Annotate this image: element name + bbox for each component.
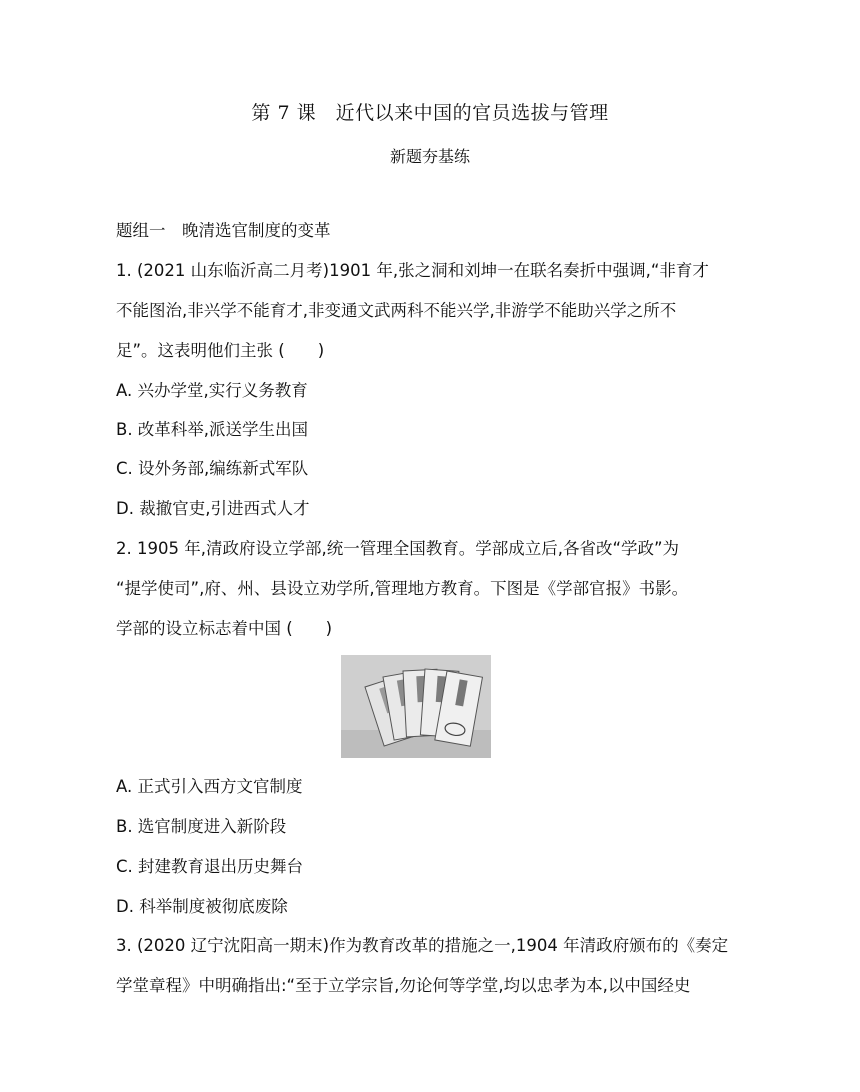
book-covers-illustration	[341, 655, 491, 758]
question-2-line-3: 学部的设立标志着中国 ( )	[116, 619, 333, 638]
question-1-option-a[interactable]: A. 兴办学堂,实行义务教育	[116, 381, 308, 400]
question-1-option-d[interactable]: D. 裁撤官吏,引进西式人才	[116, 499, 310, 518]
question-1-option-c[interactable]: C. 设外务部,编练新式军队	[116, 459, 309, 478]
question-2-option-d[interactable]: D. 科举制度被彻底废除	[116, 897, 288, 916]
question-2-line-2: “提学使司”,府、州、县设立劝学所,管理地方教育。下图是《学部官报》书影。	[116, 579, 689, 598]
section-subtitle: 新题夯基练	[389, 147, 470, 166]
question-2-option-a[interactable]: A. 正式引入西方文官制度	[116, 777, 303, 796]
xuebu-guanbao-photo	[341, 655, 491, 758]
question-3-line-1: 3. (2020 辽宁沈阳高一期末)作为教育改革的措施之一,1904 年清政府颁布的《奏定	[116, 936, 729, 955]
question-1-line-2: 不能图治,非兴学不能育才,非变通文武两科不能兴学,非游学不能助兴学之所不	[116, 301, 677, 320]
question-3-line-2: 学堂章程》中明确指出:“至于立学宗旨,勿论何等学堂,均以忠孝为本,以中国经史	[116, 976, 691, 995]
question-2-line-1: 2. 1905 年,清政府设立学部,统一管理全国教育。学部成立后,各省改“学政”为	[116, 539, 680, 558]
question-1-line-3: 足”。这表明他们主张 ( )	[116, 341, 325, 360]
lesson-title: 第 7 课 近代以来中国的官员选拔与管理	[251, 102, 609, 124]
group-heading: 题组一 晚清选官制度的变革	[116, 221, 331, 240]
question-2-option-c[interactable]: C. 封建教育退出历史舞台	[116, 857, 304, 876]
question-2-option-b[interactable]: B. 选官制度进入新阶段	[116, 817, 287, 836]
question-1-line-1: 1. (2021 山东临沂高二月考)1901 年,张之洞和刘坤一在联名奏折中强调,“非育才	[116, 261, 709, 280]
question-1-option-b[interactable]: B. 改革科举,派送学生出国	[116, 420, 309, 439]
